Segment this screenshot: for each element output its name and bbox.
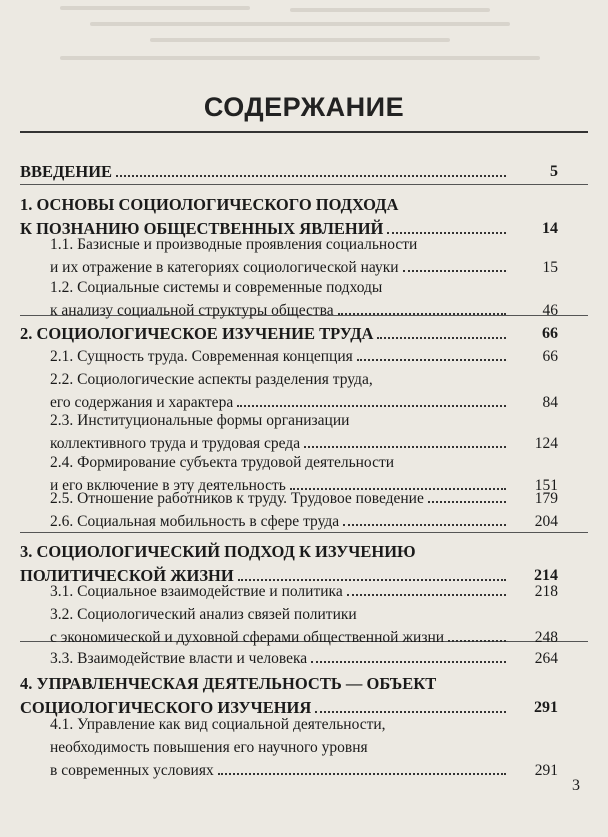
toc-title: его содержания и характера bbox=[50, 394, 234, 411]
toc-title: коллективного труда и трудовая среда bbox=[50, 435, 301, 452]
dot-leader bbox=[304, 446, 506, 448]
toc-line bbox=[50, 368, 510, 391]
toc-title: 4.1. Управление как вид социальной деятельности, bbox=[50, 716, 386, 733]
toc-line bbox=[50, 487, 510, 510]
toc-line bbox=[50, 276, 510, 299]
toc-title: 2.6. Социальная мобильность в сфере труда bbox=[50, 513, 340, 530]
page-number: 3 bbox=[572, 777, 580, 794]
dot-leader bbox=[428, 501, 506, 503]
dot-leader bbox=[357, 359, 506, 361]
toc-title: К ПОЗНАНИЮ ОБЩЕСТВЕННЫХ ЯВЛЕНИЙ bbox=[20, 219, 384, 238]
toc-section bbox=[50, 345, 510, 368]
toc-page-number: 46 bbox=[542, 302, 558, 319]
dot-leader bbox=[448, 640, 506, 642]
toc-title: 2. СОЦИОЛОГИЧЕСКОЕ ИЗУЧЕНИЕ ТРУДА bbox=[20, 324, 374, 343]
toc-title: 2.1. Сущность труда. Современная концепция bbox=[50, 348, 353, 365]
toc-section bbox=[50, 603, 510, 649]
page-title: СОДЕРЖАНИЕ bbox=[203, 92, 405, 122]
dot-leader bbox=[218, 773, 506, 775]
toc-title: 1.2. Социальные системы и современные подходы bbox=[50, 279, 383, 296]
dot-leader bbox=[237, 405, 506, 407]
toc-title: 2.5. Отношение работников к труду. Трудовое поведение bbox=[50, 490, 424, 507]
toc-line bbox=[50, 345, 510, 368]
toc-chapter bbox=[20, 322, 510, 346]
toc-title: 2.4. Формирование субъекта трудовой деятельности bbox=[50, 454, 395, 471]
toc-page-number: 151 bbox=[534, 477, 558, 494]
toc-page-number: 291 bbox=[534, 762, 558, 779]
toc-line bbox=[50, 299, 510, 322]
toc-line bbox=[50, 736, 510, 759]
toc-section bbox=[50, 510, 510, 533]
toc-title: и их отражение в категориях социологической науки bbox=[50, 259, 399, 276]
toc-page-number: 179 bbox=[534, 490, 558, 507]
toc-title: 4. УПРАВЛЕНЧЕСКАЯ ДЕЯТЕЛЬНОСТЬ — ОБЪЕКТ bbox=[20, 674, 437, 693]
toc-title: ПОЛИТИЧЕСКОЙ ЖИЗНИ bbox=[20, 566, 234, 585]
toc-chapter bbox=[20, 160, 510, 184]
toc-title: и его включение в эту деятельность bbox=[50, 477, 286, 494]
toc-section bbox=[50, 647, 510, 670]
toc-section bbox=[50, 233, 510, 279]
toc-line bbox=[20, 193, 510, 217]
toc-title: 2.2. Социологические аспекты разделения труда, bbox=[50, 371, 373, 388]
dot-leader bbox=[311, 661, 506, 663]
dot-leader bbox=[343, 524, 506, 526]
toc-line bbox=[50, 603, 510, 626]
toc-page-number: 66 bbox=[542, 325, 558, 342]
section-separator bbox=[20, 184, 588, 185]
toc-section bbox=[50, 580, 510, 603]
toc-page-number: 291 bbox=[534, 699, 558, 716]
bleed-through-text bbox=[0, 0, 608, 70]
toc-section bbox=[50, 713, 510, 782]
toc-title: с экономической и духовной сферами общественной жизни bbox=[50, 629, 445, 646]
toc-page-number: 214 bbox=[534, 567, 558, 584]
toc-title: 3.3. Взаимодействие власти и человека bbox=[50, 650, 308, 667]
toc-section bbox=[50, 368, 510, 414]
toc-line bbox=[20, 540, 510, 564]
toc-line bbox=[50, 451, 510, 474]
toc-page-number: 204 bbox=[534, 513, 558, 530]
toc-line bbox=[20, 672, 510, 696]
toc-page-number: 84 bbox=[542, 394, 558, 411]
toc-line bbox=[50, 713, 510, 736]
toc-line bbox=[20, 322, 510, 346]
toc-title: 3.1. Социальное взаимодействие и политика bbox=[50, 583, 343, 600]
toc-section bbox=[50, 487, 510, 510]
dot-leader bbox=[116, 175, 506, 177]
toc-title: необходимость повышения его научного уровня bbox=[50, 739, 368, 756]
toc-line bbox=[50, 409, 510, 432]
toc-title: 3.2. Социологический анализ связей политики bbox=[50, 606, 357, 623]
toc-line bbox=[50, 510, 510, 533]
toc-page-number: 124 bbox=[534, 435, 558, 452]
toc-line bbox=[50, 759, 510, 782]
toc-title: 3. СОЦИОЛОГИЧЕСКИЙ ПОДХОД К ИЗУЧЕНИЮ bbox=[20, 542, 416, 561]
toc-line bbox=[50, 233, 510, 256]
toc-section bbox=[50, 276, 510, 322]
dot-leader bbox=[347, 594, 506, 596]
toc-page-number: 248 bbox=[534, 629, 558, 646]
dot-leader bbox=[403, 270, 506, 272]
toc-title: в современных условиях bbox=[50, 762, 214, 779]
dot-leader bbox=[338, 313, 506, 315]
toc-title: 2.3. Институциональные формы организации bbox=[50, 412, 350, 429]
toc-title: СОЦИОЛОГИЧЕСКОГО ИЗУЧЕНИЯ bbox=[20, 698, 312, 717]
toc-line bbox=[50, 647, 510, 670]
toc-title: 1. ОСНОВЫ СОЦИОЛОГИЧЕСКОГО ПОДХОДА bbox=[20, 195, 399, 214]
toc-line bbox=[20, 160, 510, 184]
toc-line bbox=[50, 580, 510, 603]
toc-line bbox=[50, 626, 510, 649]
toc-title: 1.1. Базисные и производные проявления социальности bbox=[50, 236, 418, 253]
title-rule bbox=[20, 131, 588, 133]
toc-page-number: 264 bbox=[534, 650, 558, 667]
dot-leader bbox=[377, 337, 506, 339]
toc-page-number: 66 bbox=[542, 348, 558, 365]
toc-title: ВВЕДЕНИЕ bbox=[20, 162, 113, 181]
toc-page-number: 15 bbox=[542, 259, 558, 276]
toc-page-number: 218 bbox=[534, 583, 558, 600]
toc-page-number: 14 bbox=[542, 220, 558, 237]
toc-title: к анализу социальной структуры общества bbox=[50, 302, 334, 319]
toc-section bbox=[50, 409, 510, 455]
toc-page-number: 5 bbox=[550, 163, 558, 180]
